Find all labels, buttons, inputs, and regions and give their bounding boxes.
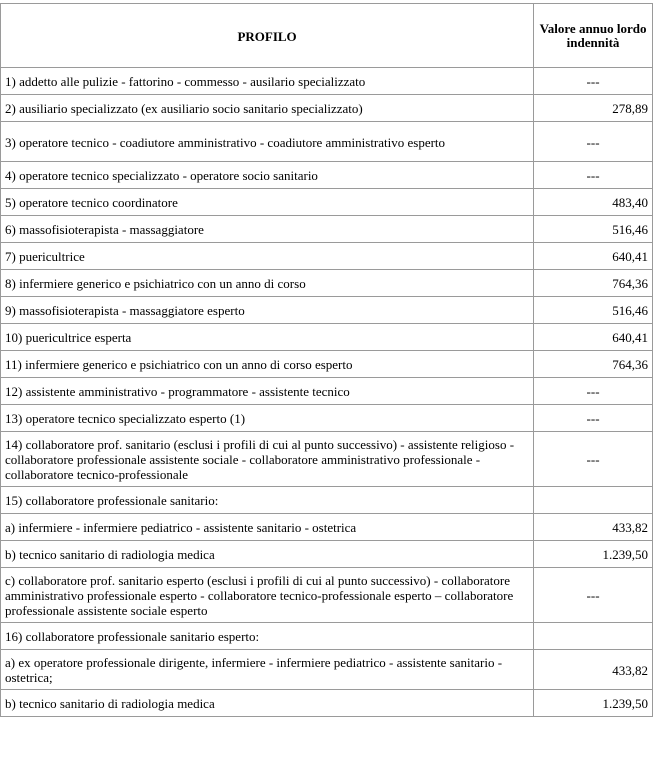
profilo-cell: 12) assistente amministrativo - programmatore - assistente tecnico xyxy=(1,378,534,405)
table-row xyxy=(1,690,653,717)
valore-cell xyxy=(534,623,653,650)
valore-cell: --- xyxy=(534,378,653,405)
valore-cell: 640,41 xyxy=(534,243,653,270)
valore-cell: 640,41 xyxy=(534,324,653,351)
table-row xyxy=(1,243,653,270)
table-row xyxy=(1,95,653,122)
profilo-cell: 7) puericultrice xyxy=(1,243,534,270)
table-row xyxy=(1,122,653,162)
profilo-cell: 16) collaboratore professionale sanitario esperto: xyxy=(1,623,534,650)
valore-cell: --- xyxy=(534,68,653,95)
valore-cell: 1.239,50 xyxy=(534,690,653,717)
valore-cell: 278,89 xyxy=(534,95,653,122)
table-row xyxy=(1,68,653,95)
table-row xyxy=(1,623,653,650)
header-row xyxy=(1,4,653,68)
valore-cell: 433,82 xyxy=(534,514,653,541)
valore-cell: 433,82 xyxy=(534,650,653,690)
valore-cell: --- xyxy=(534,162,653,189)
profilo-cell: 8) infermiere generico e psichiatrico con un anno di corso xyxy=(1,270,534,297)
profilo-cell: 9) massofisioterapista - massaggiatore esperto xyxy=(1,297,534,324)
profilo-cell: 14) collaboratore prof. sanitario (esclusi i profili di cui al punto successivo) - assistente religioso - collaboratore professionale assistente sociale - collaboratore amministrativo professionale - collaboratore tecnico-professionale xyxy=(1,432,534,487)
indennita-table xyxy=(0,3,653,717)
profilo-cell: 4) operatore tecnico specializzato - operatore socio sanitario xyxy=(1,162,534,189)
table-row xyxy=(1,270,653,297)
table-row xyxy=(1,351,653,378)
valore-cell: --- xyxy=(534,568,653,623)
table-row xyxy=(1,650,653,690)
valore-cell: --- xyxy=(534,122,653,162)
table-row xyxy=(1,541,653,568)
valore-cell: --- xyxy=(534,405,653,432)
profilo-cell: 5) operatore tecnico coordinatore xyxy=(1,189,534,216)
profilo-cell: b) tecnico sanitario di radiologia medica xyxy=(1,541,534,568)
table-row xyxy=(1,189,653,216)
table-row xyxy=(1,162,653,189)
valore-cell: 1.239,50 xyxy=(534,541,653,568)
table-row xyxy=(1,324,653,351)
table-row xyxy=(1,297,653,324)
valore-cell: --- xyxy=(534,432,653,487)
profilo-cell: a) infermiere - infermiere pediatrico - assistente sanitario - ostetrica xyxy=(1,514,534,541)
profilo-cell: 2) ausiliario specializzato (ex ausiliario socio sanitario specializzato) xyxy=(1,95,534,122)
table-row xyxy=(1,216,653,243)
profilo-cell: 11) infermiere generico e psichiatrico con un anno di corso esperto xyxy=(1,351,534,378)
profilo-cell: 15) collaboratore professionale sanitario: xyxy=(1,487,534,514)
profilo-cell: 6) massofisioterapista - massaggiatore xyxy=(1,216,534,243)
table-row xyxy=(1,405,653,432)
valore-cell xyxy=(534,487,653,514)
table-row xyxy=(1,378,653,405)
valore-cell: 516,46 xyxy=(534,297,653,324)
profilo-cell: c) collaboratore prof. sanitario esperto (esclusi i profili di cui al punto successivo) - collaboratore amministrativo professionale esperto - collaboratore tecnico-professionale esperto – collaboratore professionale assistente sociale esperto xyxy=(1,568,534,623)
valore-cell: 764,36 xyxy=(534,351,653,378)
table-row xyxy=(1,568,653,623)
table-row xyxy=(1,432,653,487)
profilo-cell: 13) operatore tecnico specializzato esperto (1) xyxy=(1,405,534,432)
header-valore: Valore annuo lordo indennità xyxy=(534,4,653,68)
table-row xyxy=(1,487,653,514)
header-profilo: PROFILO xyxy=(1,4,534,68)
valore-cell: 516,46 xyxy=(534,216,653,243)
profilo-cell: 1) addetto alle pulizie - fattorino - commesso - ausilario specializzato xyxy=(1,68,534,95)
profilo-cell: b) tecnico sanitario di radiologia medica xyxy=(1,690,534,717)
profilo-cell: 10) puericultrice esperta xyxy=(1,324,534,351)
table-row xyxy=(1,514,653,541)
profilo-cell: 3) operatore tecnico - coadiutore amministrativo - coadiutore amministrativo esperto xyxy=(1,122,534,162)
profilo-cell: a) ex operatore professionale dirigente, infermiere - infermiere pediatrico - assistente sanitario - ostetrica; xyxy=(1,650,534,690)
valore-cell: 483,40 xyxy=(534,189,653,216)
valore-cell: 764,36 xyxy=(534,270,653,297)
